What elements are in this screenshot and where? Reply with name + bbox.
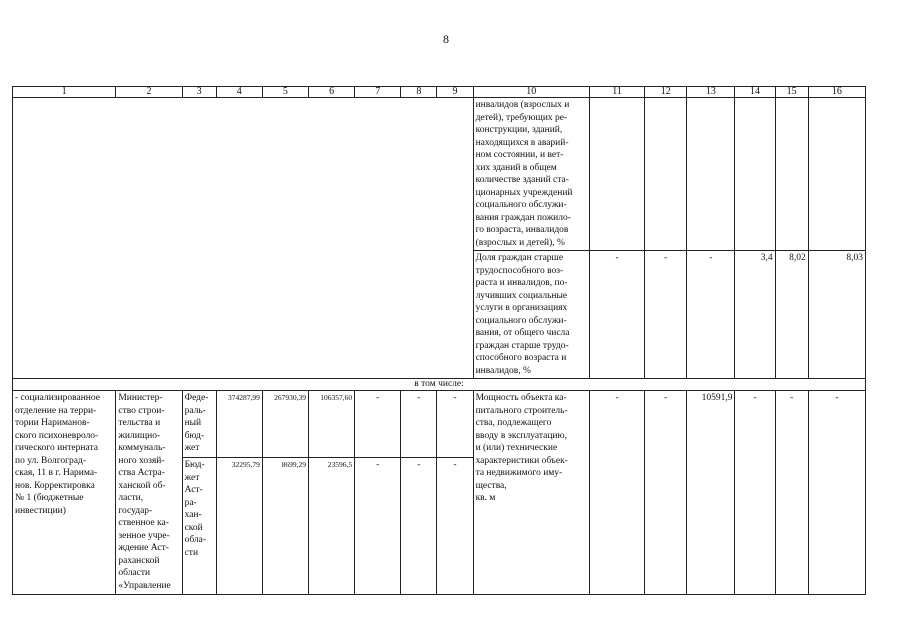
col-header: 7	[355, 87, 401, 98]
empty-cell	[687, 98, 735, 251]
value-cell: -	[808, 391, 865, 595]
amount-cell: 267930,39	[262, 391, 308, 458]
col-header: 13	[687, 87, 735, 98]
value-cell: -	[645, 251, 687, 379]
col-header: 8	[401, 87, 437, 98]
program-table	[12, 86, 866, 595]
value-cell: -	[735, 391, 775, 595]
value-cell: 10591,9	[687, 391, 735, 595]
indicator-text: Мощность объекта ка- питального строитель- ства, подлежащего вводу в эксплуатацию, и (или) технические характеристики объек- та недвижимого иму- щества, кв. м	[473, 391, 589, 595]
col-header: 2	[116, 87, 182, 98]
value-cell: -	[401, 458, 437, 595]
value-cell: 8,02	[775, 251, 808, 379]
responsible-org: Министер- ство строи- тельства и жилищно- коммуналь- ного хозяй- ства Астра- ханской об- ласти, государ- ственное ка- зенное учре- ждение Аст- раханской области «Управление	[116, 391, 182, 595]
indicator-text: инвалидов (взрослых и детей), требующих ре- конструкции, зданий, находящихся в аварий- ном состоянии, и вет- хих зданий в общем количестве зданий ста- ционарных учреждений социального обслужи- вания граждан пожило- го возраста, инвалидов (взрослых и детей), %	[473, 98, 589, 251]
empty-cell	[589, 98, 644, 251]
col-header: 15	[775, 87, 808, 98]
funding-source: Феде- раль- ный бюд- жет	[182, 391, 216, 458]
amount-cell: 106357,60	[309, 391, 355, 458]
empty-cell	[735, 98, 775, 251]
including-label: в том числе:	[13, 379, 866, 391]
col-header: 5	[262, 87, 308, 98]
table-row	[13, 391, 866, 458]
separator-row	[13, 379, 866, 391]
merged-empty-cell	[13, 98, 474, 379]
value-cell: -	[437, 391, 473, 458]
object-name: - социализированное отделение на терри- тории Нариманов- ского психоневроло- гического интерната по ул. Волгоград- ская, 11 в г. Нарима- нов. Корректировка № 1 (бюджетные инвестиции)	[13, 391, 116, 595]
col-header: 11	[589, 87, 644, 98]
value-cell: -	[687, 251, 735, 379]
page-number: 8	[443, 32, 449, 46]
col-header: 9	[437, 87, 473, 98]
col-header: 14	[735, 87, 775, 98]
empty-cell	[775, 98, 808, 251]
amount-cell: 23596,5	[309, 458, 355, 595]
table-row	[13, 98, 866, 251]
empty-cell	[645, 98, 687, 251]
col-header: 6	[309, 87, 355, 98]
value-cell: -	[355, 391, 401, 458]
col-header: 12	[645, 87, 687, 98]
value-cell: 3,4	[735, 251, 775, 379]
value-cell: -	[589, 251, 644, 379]
amount-cell: 374287,99	[216, 391, 262, 458]
value-cell: -	[589, 391, 644, 595]
value-cell: -	[775, 391, 808, 595]
col-header: 1	[13, 87, 116, 98]
amount-cell: 32295,79	[216, 458, 262, 595]
amount-cell: 8699,29	[262, 458, 308, 595]
empty-cell	[808, 98, 865, 251]
col-header: 16	[808, 87, 865, 98]
value-cell: -	[355, 458, 401, 595]
column-number-row	[13, 87, 866, 98]
value-cell: -	[401, 391, 437, 458]
col-header: 3	[182, 87, 216, 98]
indicator-text: Доля граждан старше трудоспособного воз- раста и инвалидов, по- лучивших социальные услуги в организациях социального обслужи- вания, от общего числа граждан старше трудо- способного возраста и инвалидов, %	[473, 251, 589, 379]
col-header: 4	[216, 87, 262, 98]
col-header: 10	[473, 87, 589, 98]
funding-source: Бюд- жет Аст- ра- хан- ской обла- сти	[182, 458, 216, 595]
value-cell: -	[645, 391, 687, 595]
value-cell: -	[437, 458, 473, 595]
value-cell: 8,03	[808, 251, 865, 379]
